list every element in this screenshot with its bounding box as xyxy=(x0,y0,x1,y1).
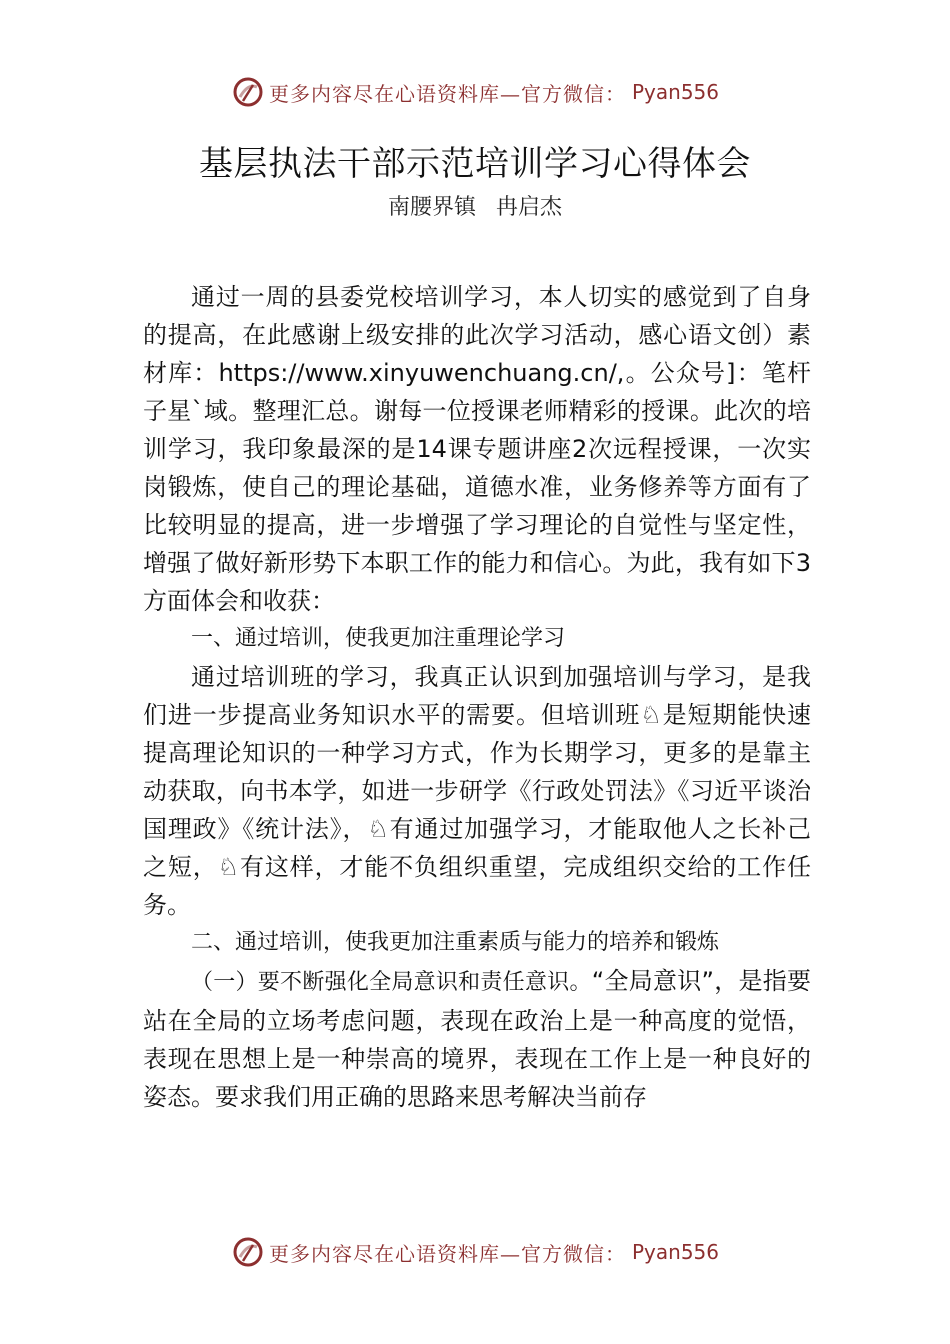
document-title: 基层执法干部示范培训学习心得体会 xyxy=(199,144,751,184)
section-heading-1: 一、通过培训，使我更加注重理论学习 xyxy=(191,626,566,651)
sub-heading-1: （一）要不断强化全局意识和责任意识。 xyxy=(191,970,592,995)
watermark-handle: Pyan556 xyxy=(631,1240,719,1264)
author-name: 冉启杰 xyxy=(496,195,563,220)
watermark-text: 更多内容尽在心语资料库—官方微信： xyxy=(268,81,626,106)
watermark-text: 更多内容尽在心语资料库—官方微信： xyxy=(268,1241,626,1266)
document-body xyxy=(143,278,811,1116)
paragraph-section-2 xyxy=(143,962,811,1116)
paragraph-intro: 通过一周的县委党校培训学习，本人切实的感觉到了自身的提高，在此感谢上级安排的此次学习活动，感心语文创）素材库：https://www.xinyuwenchuang.cn/,。公众号]：笔杆子星`域。整理汇总。谢每一位授课老师精彩的授课。此次的培训学习，我印象最深的是14课专题讲座2次远程授课，一次实岗锻炼，使自己的理论基础，道德水准，业务修养等方面有了比较明显的提高，进一步增强了学习理论的自觉性与坚定性，增强了做好新形势下本职工作的能力和信心。为此，我有如下3方面体会和收获： xyxy=(143,283,811,615)
section-heading-2: 二、通过培训，使我更加注重素质与能力的培养和锻炼 xyxy=(191,930,720,955)
watermark-handle: Pyan556 xyxy=(631,80,719,104)
header-watermark xyxy=(0,72,950,112)
footer-watermark xyxy=(0,1232,950,1272)
author-line xyxy=(0,192,950,224)
author-place: 南腰界镇 xyxy=(387,195,476,220)
brand-logo-icon xyxy=(231,1235,265,1269)
paragraph-section-1: 通过培训班的学习，我真正认识到加强培训与学习，是我们进一步提高业务知识水平的需要。但培训班♘是短期能快速提高理论知识的一种学习方式，作为长期学习，更多的是靠主动获取，向书本学，如进一步研学《行政处罚法》《习近平谈治国理政》《统计法》，♘有通过加强学习，才能取他人之长补己之短，♘有这样，才能不负组织重望，完成组织交给的工作任务。 xyxy=(143,663,811,919)
brand-logo-icon xyxy=(231,75,265,109)
paragraph-section-2-text: “全局意识”，是指要站在全局的立场考虑问题，表现在政治上是一种高度的觉悟，表现在思想上是一种崇高的境界，表现在工作上是一种良好的姿态。要求我们用正确的思路来思考解决当前存 xyxy=(143,967,811,1111)
